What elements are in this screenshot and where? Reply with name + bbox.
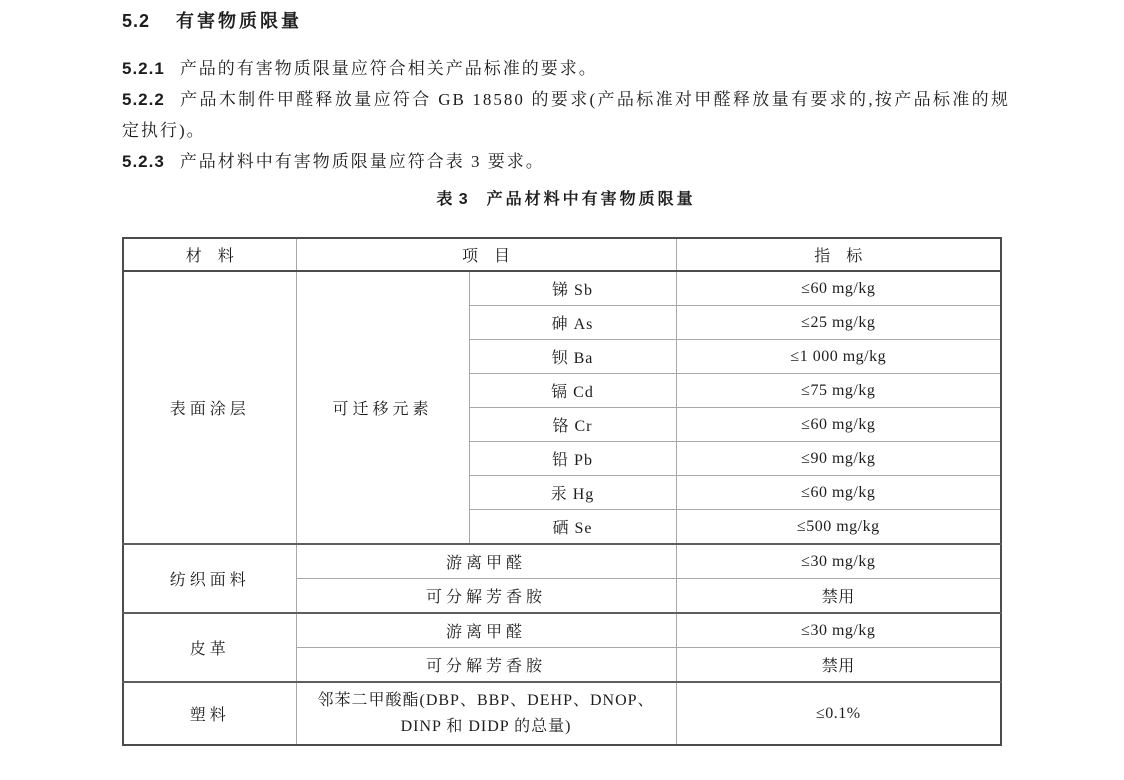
paragraph-number: 5.2.1 bbox=[122, 59, 165, 78]
limit-cell: ≤30 mg/kg bbox=[676, 544, 1001, 579]
limit-cell: ≤30 mg/kg bbox=[676, 613, 1001, 648]
material-column-header: 材 料 bbox=[123, 238, 296, 271]
limit-cell: ≤1 000 mg/kg bbox=[676, 340, 1001, 374]
item-cell-phthalates: 邻苯二甲酸酯(DBP、BBP、DEHP、DNOP、DINP 和 DIDP 的总量) bbox=[296, 682, 676, 745]
limit-cell: ≤60 mg/kg bbox=[676, 408, 1001, 442]
item-cell: 可分解芳香胺 bbox=[296, 648, 676, 683]
paragraph-number: 5.2.3 bbox=[122, 152, 165, 171]
indicator-column-header: 指 标 bbox=[676, 238, 1001, 271]
section-title: 有害物质限量 bbox=[176, 11, 303, 31]
hazard-limits-table bbox=[122, 237, 1002, 746]
paragraph-text: 产品木制件甲醛释放量应符合 GB 18580 的要求(产品标准对甲醛释放量有要求的,按产品标准的规定执行)。 bbox=[122, 90, 1010, 140]
section-heading bbox=[122, 8, 1010, 34]
element-name-cell: 钡 Ba bbox=[469, 340, 676, 374]
item-cell: 可分解芳香胺 bbox=[296, 579, 676, 614]
limit-cell: ≤500 mg/kg bbox=[676, 510, 1001, 545]
table-caption-title: 产品材料中有害物质限量 bbox=[486, 191, 696, 208]
paragraph-number: 5.2.2 bbox=[122, 90, 165, 109]
element-name-cell: 砷 As bbox=[469, 306, 676, 340]
page-content bbox=[122, 8, 1010, 746]
limit-cell: ≤60 mg/kg bbox=[676, 476, 1001, 510]
section-number: 5.2 bbox=[122, 11, 151, 31]
table-row-plastic bbox=[123, 682, 1001, 745]
material-cell-textile: 纺织面料 bbox=[123, 544, 296, 613]
element-name-cell: 铬 Cr bbox=[469, 408, 676, 442]
table-row-leather bbox=[123, 613, 1001, 648]
limit-cell: ≤0.1% bbox=[676, 682, 1001, 745]
table-header-row bbox=[123, 238, 1001, 271]
limit-cell: ≤60 mg/kg bbox=[676, 271, 1001, 306]
table-caption-label: 表 3 bbox=[436, 191, 469, 208]
limit-cell: ≤25 mg/kg bbox=[676, 306, 1001, 340]
limit-cell: ≤90 mg/kg bbox=[676, 442, 1001, 476]
material-cell-leather: 皮革 bbox=[123, 613, 296, 682]
paragraph-text: 产品材料中有害物质限量应符合表 3 要求。 bbox=[179, 152, 545, 171]
item-cell: 游离甲醛 bbox=[296, 613, 676, 648]
element-name-cell: 锑 Sb bbox=[469, 271, 676, 306]
item-group-cell-migratable-elements: 可迁移元素 bbox=[296, 271, 469, 544]
table-caption bbox=[122, 189, 1010, 211]
limit-cell: ≤75 mg/kg bbox=[676, 374, 1001, 408]
item-column-header: 项 目 bbox=[296, 238, 676, 271]
table-row-element bbox=[123, 271, 1001, 306]
element-name-cell: 硒 Se bbox=[469, 510, 676, 545]
material-cell-plastic: 塑料 bbox=[123, 682, 296, 745]
paragraph-5-2-3 bbox=[122, 146, 1010, 177]
table-row-textile bbox=[123, 544, 1001, 579]
paragraph-5-2-1 bbox=[122, 53, 1010, 84]
item-cell: 游离甲醛 bbox=[296, 544, 676, 579]
paragraph-text: 产品的有害物质限量应符合相关产品标准的要求。 bbox=[179, 59, 598, 78]
material-cell-surface-coating: 表面涂层 bbox=[123, 271, 296, 544]
limit-cell: 禁用 bbox=[676, 648, 1001, 683]
limit-cell: 禁用 bbox=[676, 579, 1001, 614]
paragraph-5-2-2 bbox=[122, 84, 1010, 146]
element-name-cell: 镉 Cd bbox=[469, 374, 676, 408]
element-name-cell: 铅 Pb bbox=[469, 442, 676, 476]
element-name-cell: 汞 Hg bbox=[469, 476, 676, 510]
